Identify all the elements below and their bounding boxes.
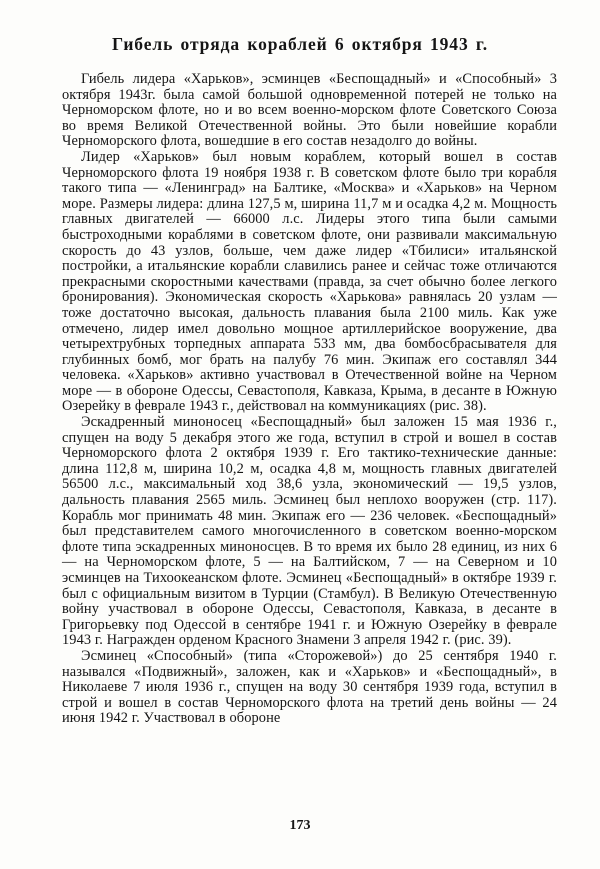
paragraph: Эскадренный миноносец «Беспощадный» был заложен 15 мая 1936 г., спущен на воду 5 декабря этого же года, вступил в строй и вошел в состав Черноморского флота 2 октября 1939 г. Его тактико-технические данные: длина 112,8 м, ширина 10,2 м, осадка 4,8 м, мощность главных двигателей 56500 л.с., максимальный ход 38,6 узла, экономический — 19,5 узлов, дальность плавания 2565 миль. Эсминец был неплохо вооружен (стр. 117). Корабль мог принимать 48 мин. Экипаж его — 236 человек. «Беспощадный» был представителем самого многочисленного в советском военно-морском флоте типа эскадренных миноносцев. В то время их было 28 единиц, из них 6 — на Черноморском флоте, 5 — на Балтийском, 7 — на Северном и 10 эсминцев на Тихоокеанском флоте. Эсминец «Беспощадный» в октябре 1939 г. был с официальным визитом в Турции (Стамбул). В Великую Отечественную войну участвовал в обороне Одессы, Севастополя, Кавказа, в десанте в Григорьевку под Одессой в сентябре 1941 г. и Южную Озерейку в феврале 1943 г. Награжден орденом Красного Знамени 3 апреля 1942 г. (рис. 39). xyxy=(62,414,557,649)
paragraph: Гибель лидера «Харьков», эсминцев «Беспощадный» и «Способный» 3 октября 1943г. была самой большой одновременной потерей не только на Черноморском флоте, но и во всем военно-морском флоте Советского Союза во время Великой Отечественной войны. Это были новейшие корабли Черноморского флота, вошедшие в его состав незадолго до войны. xyxy=(62,71,557,150)
paragraph: Лидер «Харьков» был новым кораблем, который вошел в состав Черноморского флота 19 ноября 1938 г. В советском флоте было три корабля такого типа — «Ленинград» на Балтике, «Москва» и «Харьков» на Черном море. Размеры лидера: длина 127,5 м, ширина 11,7 м и осадка 4,2 м. Мощность главных двигателей — 66000 л.с. Лидеры этого типа были самыми быстроходными кораблями в советском флоте, они развивали максимальную скорость до 43 узлов, больше, чем даже лидер «Тбилиси» итальянской постройки, а итальянские корабли славились ранее и сейчас тоже отличаются прекрасными скоростными качествами (правда, за счет обычно более легкого бронирования). Экономическая скорость «Харькова» равнялась 20 узлам — тоже достаточно высокая, дальность плавания была 2100 миль. Как уже отмечено, лидер имел довольно мощное артиллерийское вооружение, два четырехтрубных торпедных аппарата 533 мм, два бомбосбрасывателя для глубинных бомб, мог брать на палубу 76 мин. Экипаж его составлял 344 человека. «Харьков» активно участвовал в Отечественной войне на Черном море — в обороне Одессы, Севастополя, Кавказа, Крыма, в десанте в Южную Озерейку в феврале 1943 г., действовал на коммуникациях (рис. 38). xyxy=(62,148,557,415)
page-title: Гибель отряда кораблей 6 октября 1943 г. xyxy=(111,34,489,54)
page-number: 173 xyxy=(289,818,311,833)
paragraph: Эсминец «Способный» (типа «Сторожевой») до 25 сентября 1940 г. назывался «Подвижный», заложен, как и «Харьков» и «Беспощадный», в Николаеве 7 июля 1936 г., спущен на воду 30 сентября 1939 года, вступил в строй и вошел в состав Черноморского флота на третий день войны — 24 июня 1942 г. Участвовал в обороне xyxy=(62,647,557,727)
body-text xyxy=(62,72,557,727)
